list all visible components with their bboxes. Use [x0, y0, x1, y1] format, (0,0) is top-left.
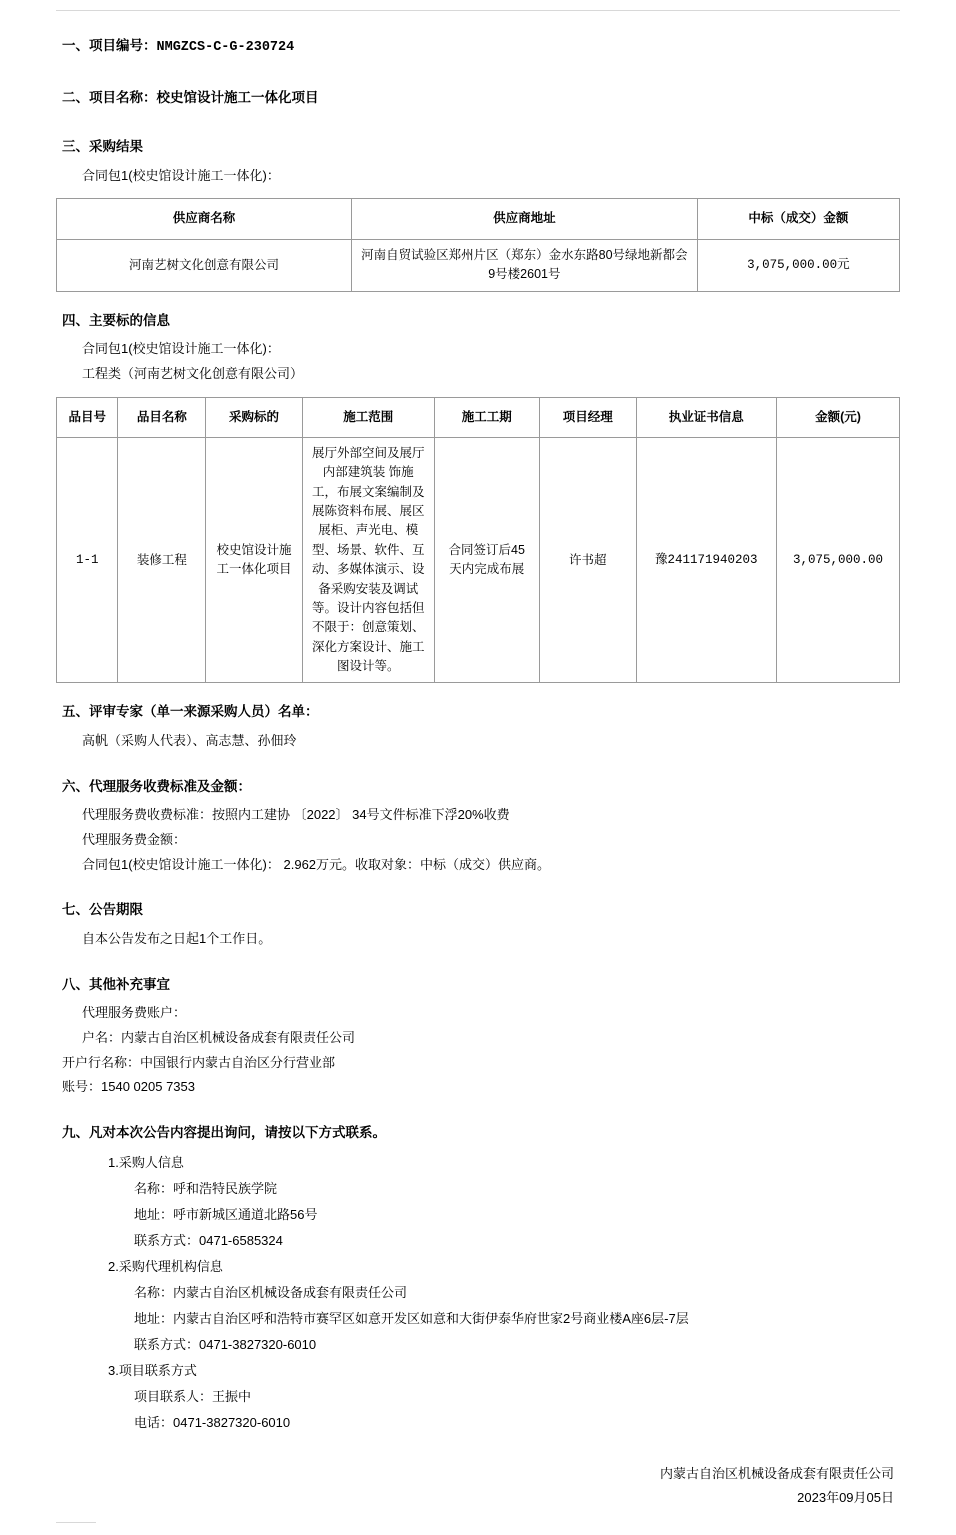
section-supplementary-title: 八、其他补充事宜: [62, 976, 170, 992]
table-row: [57, 239, 900, 291]
agency-fee-amount-label: 代理服务费金额：: [82, 832, 187, 847]
review-experts-body: 高帆（采购人代表）、高志慧、孙佃玲: [82, 733, 297, 749]
target-package-label: 合同包1(校史馆设计施工一体化)：: [82, 341, 280, 357]
contact-line: 电话：0471-3827320-6010: [134, 1414, 291, 1430]
bottom-divider: [56, 1522, 96, 1529]
gap: [56, 1100, 900, 1122]
section-contact-title: 九、凡对本次公告内容提出询问，请按以下方式联系。: [62, 1125, 386, 1140]
contact-group-label: 2.采购代理机构信息: [108, 1258, 223, 1274]
result-package-label: 合同包1(校史馆设计施工一体化)：: [82, 167, 280, 183]
account-bank-name: 开户行名称：中国银行内蒙古自治区分行营业部: [62, 1054, 336, 1070]
cell-amount: 3,075,000.00: [777, 437, 900, 683]
cell-project-manager: 许书超: [539, 437, 636, 683]
cell-item-no: 1-1: [57, 437, 118, 683]
top-spacer: [56, 11, 900, 37]
section-main-target-title: 四、主要标的信息: [62, 312, 170, 328]
th-supplier-address: 供应商地址: [352, 199, 698, 239]
footer-org: 内蒙古自治区机械设备成套有限责任公司: [659, 1465, 894, 1481]
gap: [56, 877, 900, 899]
gap: [56, 952, 900, 974]
announcement-period-body: 自本公告发布之日起1个工作日。: [82, 930, 272, 946]
cell-award-amount: 3,075,000.00元: [697, 239, 899, 291]
cell-construction-period: 合同签订后45天内完成布展: [434, 437, 539, 683]
th-project-manager: 项目经理: [539, 397, 636, 437]
section-project-name-title: 二、项目名称：校史馆设计施工一体化项目: [62, 89, 319, 105]
th-construction-period: 施工工期: [434, 397, 539, 437]
section-procurement-result-title: 三、采购结果: [62, 139, 143, 155]
gap: [56, 689, 900, 701]
th-item-no: 品目号: [57, 397, 118, 437]
th-supplier-name: 供应商名称: [57, 199, 352, 239]
table-header-row: [57, 199, 900, 239]
contact-line: 联系方式：0471-3827320-6010: [134, 1336, 317, 1352]
table-row: [57, 437, 900, 683]
th-construction-scope: 施工范围: [302, 397, 434, 437]
section-agency-fee-title: 六、代理服务收费标准及金额：: [62, 778, 251, 794]
contact-line: 联系方式：0471-6585324: [134, 1232, 283, 1248]
agency-fee-package-amount: 合同包1(校史馆设计施工一体化)： 2.962万元。收取对象：中标（成交）供应商。: [82, 856, 551, 872]
cell-supplier-address: 河南自贸试验区郑州片区（郑东）金水东路80号绿地新都会9号楼2601号: [352, 239, 698, 291]
th-item-name: 品目名称: [118, 397, 206, 437]
th-award-amount: 中标（成交）金额: [697, 199, 899, 239]
section-project-number-title: 一、项目编号：NMGZCS-C-G-230724: [62, 40, 295, 55]
procurement-result-table: [56, 198, 900, 291]
footer-date: 2023年09月05日: [797, 1490, 894, 1506]
cell-supplier-name: 河南艺树文化创意有限公司: [57, 239, 352, 291]
section-announcement-period-title: 七、公告期限: [62, 902, 143, 918]
gap: [56, 754, 900, 776]
gap: [56, 114, 900, 136]
cell-purchase-target: 校史馆设计施工一体化项目: [206, 437, 303, 683]
gap: [56, 65, 900, 87]
main-target-table: [56, 397, 900, 684]
contact-group-label: 1.采购人信息: [108, 1154, 184, 1170]
contact-line: 名称：内蒙古自治区机械设备成套有限责任公司: [134, 1284, 408, 1300]
cell-item-name: 装修工程: [118, 437, 206, 683]
gap: [56, 298, 900, 310]
agency-fee-standard: 代理服务费收费标准：按照内工建协 〔2022〕 34号文件标准下浮20%收费: [82, 807, 510, 823]
th-purchase-target: 采购标的: [206, 397, 303, 437]
th-amount: 金额(元): [777, 397, 900, 437]
contact-line: 名称：呼和浩特民族学院: [134, 1180, 278, 1196]
account-number: 账号：1540 0205 7353: [62, 1079, 195, 1095]
contact-line: 项目联系人：王振中: [134, 1388, 252, 1404]
cell-construction-scope: 展厅外部空间及展厅内部建筑装 饰施工，布展文案编制及展陈资料布展、展区展柜、声光电、模型、场景、软件、互动、多媒体演示、设备采购安装及调试等。设计内容包括但不限于：创意策划、深化方案设计、施工图设计等。: [302, 437, 434, 683]
contact-line: 地址：呼市新城区通道北路56号: [134, 1206, 318, 1222]
th-certificate-info: 执业证书信息: [636, 397, 777, 437]
table-header-row: [57, 397, 900, 437]
target-category-label: 工程类（河南艺树文化创意有限公司）: [82, 365, 304, 381]
cell-certificate-info: 豫241171940203: [636, 437, 777, 683]
section-review-experts-title: 五、评审专家（单一来源采购人员）名单：: [62, 704, 319, 720]
agency-fee-account-label: 代理服务费账户：: [82, 1005, 187, 1021]
document-page: [0, 10, 956, 1535]
contact-group-label: 3.项目联系方式: [108, 1362, 197, 1378]
contact-line: 地址：内蒙古自治区呼和浩特市赛罕区如意开发区如意和大街伊泰华府世家2号商业楼A座6层-7层: [134, 1310, 689, 1326]
account-holder-name: 户名：内蒙古自治区机械设备成套有限责任公司: [82, 1029, 356, 1045]
footer: [56, 1462, 900, 1511]
